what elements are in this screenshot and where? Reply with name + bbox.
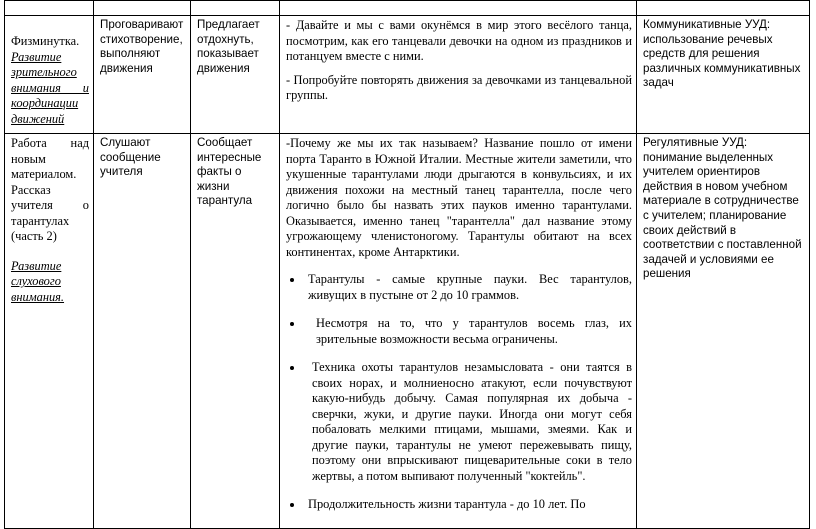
teacher-activity-text: Предлагает отдохнуть, показывает движения [197,18,260,75]
content-paragraph: - Давайте и мы с вами окунёмся в мир этого весёлого танца, посмотрим, как его танцевали девочки на одном из праздников и потанцуем вместе с ними. [286,18,632,63]
content-cell [280,134,637,529]
lesson-plan-table [4,0,810,529]
uud-cell [637,16,810,134]
uud-text: Регулятивные УУД: понимание выделенных учителем ориентиров действия в новом учебном материале в сотрудничестве с учителем; планирование своих действий в соответствии с поставленной задачей и условиями ее решения [643,136,802,281]
table-cell [5,1,94,16]
fact-item [286,360,632,484]
stage-subtitle: Развитие слухового внимания. [11,258,65,304]
content-intro: -Почему же мы их так называем? Название пошло от имени порта Таранто в Южной Италии. Местные жители заметили, что укушенные тарантулами люди дрыгаются в конвульсиях, и их движения похожи на местный танец тарантелла, после чего логично было бы назвать этих пауков именно тарантулами. Оказывается, именно танец "тарантелла" дал название этому угрожающему членистоногому. Тарантулы обитают на всех континентах, кроме Антарктики. [286,136,632,259]
stage-subtitle: Развитие зрительного внимания и координации движений [11,49,89,126]
teacher-activity-cell [191,16,280,134]
bullet-icon [290,278,294,282]
table-top-row [5,1,810,16]
teacher-activity-text: Сообщает интересные факты о жизни тарантула [197,136,262,208]
fact-text: Тарантулы - самые крупные пауки. Вес тарантулов, живущих в пустыне от 2 до 10 граммов. [308,272,632,302]
fact-text: Техника охоты тарантулов незамысловата - они таятся в своих норах, и молниеносно атакуют, если почувствуют какую-нибудь добычу. Самая популярная их добыча - сверчки, жуки, и другие пауки. Иногда они могут себя побаловать мелкими птицами, мышами, змеями. Как и другие пауки, тарантулы не умеют пережевывать пищу, поэтому они впрыскивают пищеварительные соки в тело жертвы, а потом выпивают полученный "коктейль". [312,360,632,483]
facts-list [286,272,632,513]
fact-item [286,316,632,347]
fact-item [286,272,632,303]
stage-title: Физминутка. [11,34,80,48]
table-cell [94,1,191,16]
student-activity-cell [94,134,191,529]
fact-text: Продолжительность жизни тарантула - до 10 лет. По [308,497,586,511]
bullet-icon [290,322,294,326]
uud-cell [637,134,810,529]
bullet-icon [290,366,294,370]
student-activity-text: Слушают сообщение учителя [100,136,161,179]
table-cell [191,1,280,16]
stage-cell [5,134,94,529]
student-activity-text: Проговаривают стихотворение, выполняют движения [100,18,184,75]
bullet-icon [290,503,294,507]
stage-title: Работа над новым материалом. Рассказ учителя о тарантулах (часть 2) [11,136,89,243]
table-row [5,16,810,134]
content-cell [280,16,637,134]
uud-text: Коммуникативные УУД: использование речевых средств для решения различных коммуникативных задач [643,18,801,90]
stage-cell [5,16,94,134]
table-cell [280,1,637,16]
fact-item [286,497,632,513]
teacher-activity-cell [191,134,280,529]
fact-text: Несмотря на то, что у тарантулов восемь глаз, их зрительные возможности весьма ограничены. [316,316,632,346]
table-cell [637,1,810,16]
table-row [5,134,810,529]
content-paragraph: - Попробуйте повторять движения за девочками из танцевальной группы. [286,72,632,102]
student-activity-cell [94,16,191,134]
